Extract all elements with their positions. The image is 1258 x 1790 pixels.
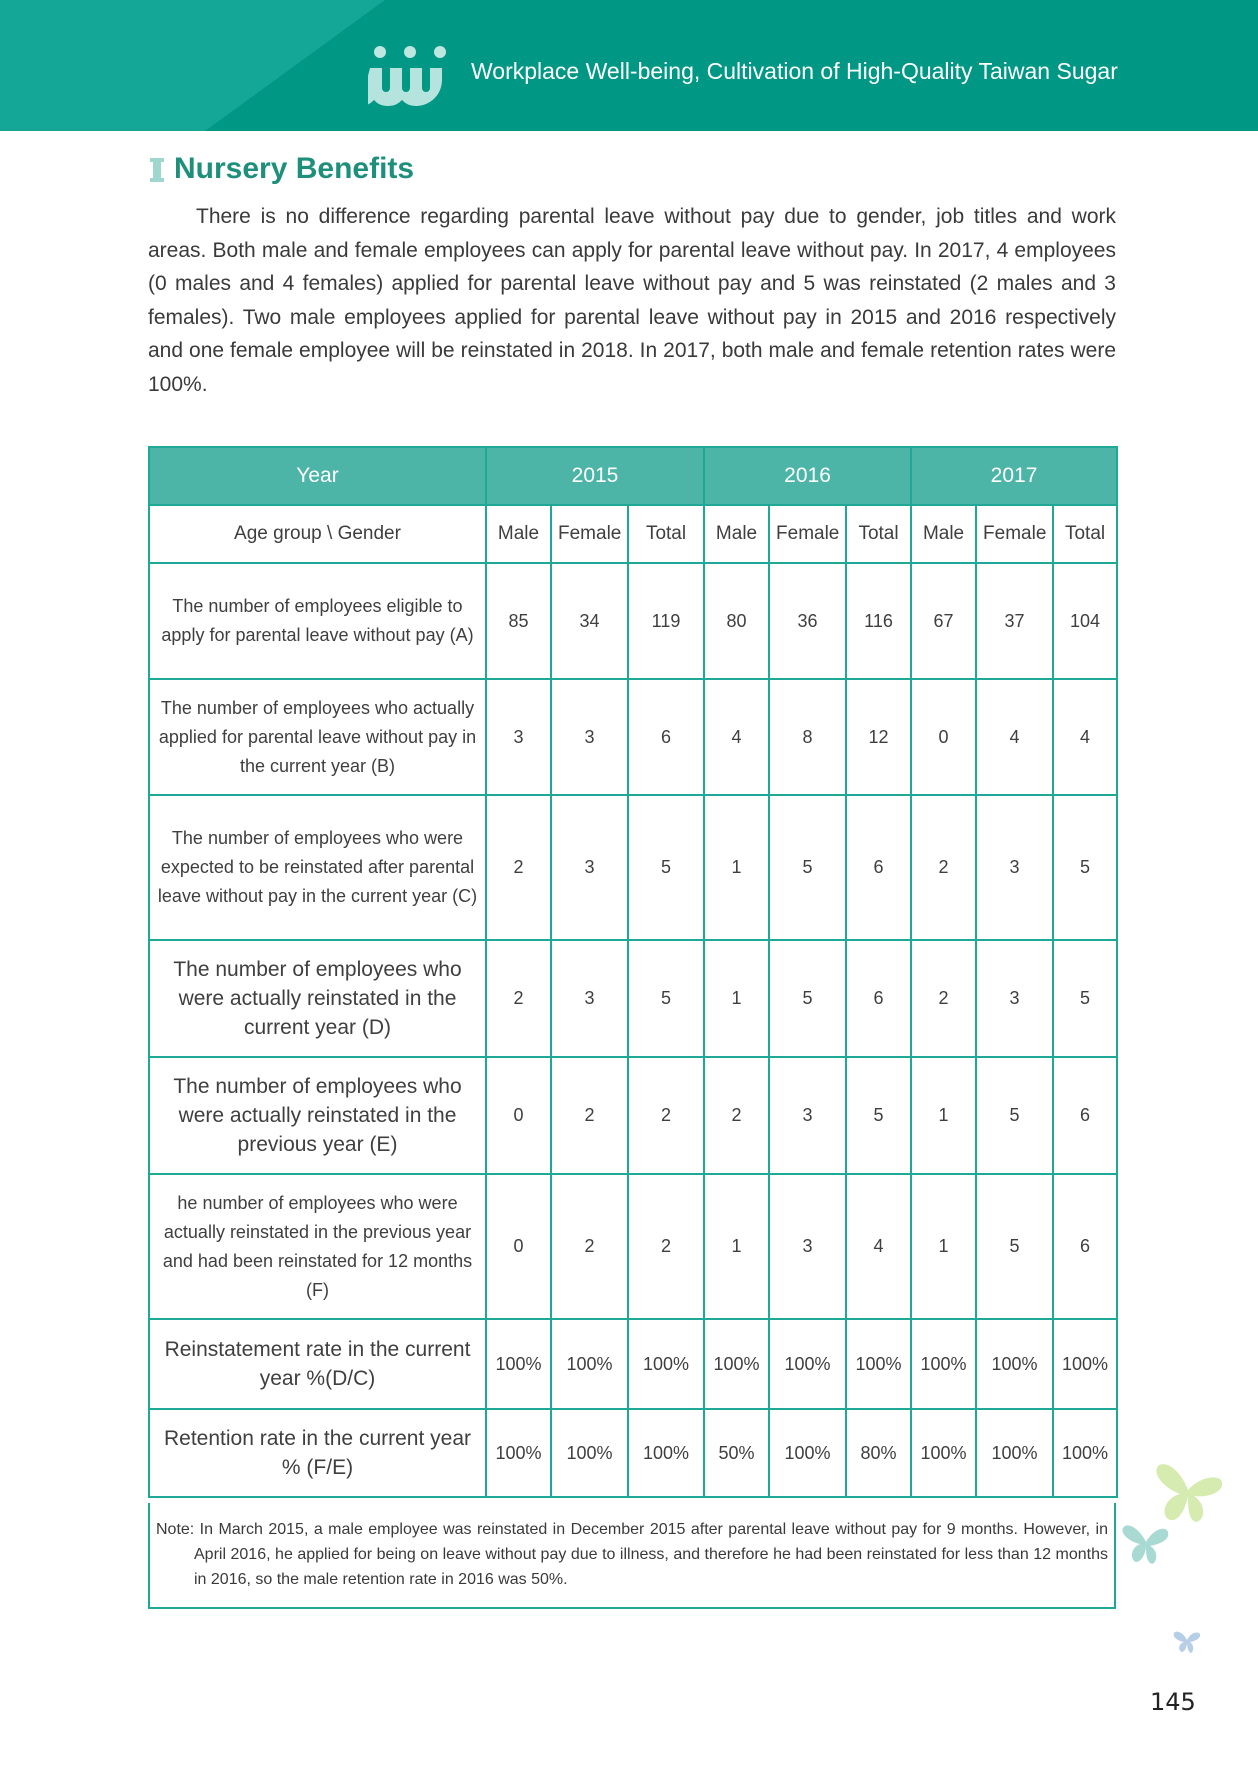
row-label: The number of employees who actually applied for parental leave without pay in the current year (B)	[149, 679, 486, 795]
gender-total: Total	[1053, 505, 1117, 563]
table-cell: 4	[1053, 679, 1117, 795]
table-cell: 6	[846, 940, 911, 1057]
table-cell: 3	[769, 1174, 846, 1319]
table-cell: 1	[911, 1174, 976, 1319]
table-cell: 80	[704, 563, 769, 679]
table-cell: 1	[911, 1057, 976, 1174]
table-cell: 0	[911, 679, 976, 795]
table-row	[149, 1409, 1117, 1497]
table-row	[149, 1057, 1117, 1174]
table-cell: 4	[976, 679, 1053, 795]
section-marker-icon	[150, 158, 164, 182]
table-cell: 100%	[551, 1409, 628, 1497]
table-cell: 1	[704, 795, 769, 940]
table-cell: 100%	[628, 1319, 704, 1409]
group-label: Age group \ Gender	[149, 505, 486, 563]
table-cell: 2	[551, 1057, 628, 1174]
table-cell: 100%	[976, 1319, 1053, 1409]
table-cell: 100%	[846, 1319, 911, 1409]
year-header: Year	[149, 447, 486, 505]
table-cell: 100%	[704, 1319, 769, 1409]
gender-male: Male	[704, 505, 769, 563]
table-cell: 0	[486, 1174, 551, 1319]
table-cell: 5	[628, 795, 704, 940]
table-cell: 3	[551, 795, 628, 940]
table-cell: 4	[846, 1174, 911, 1319]
table-cell: 85	[486, 563, 551, 679]
table-cell: 3	[769, 1057, 846, 1174]
table-cell: 6	[628, 679, 704, 795]
table-cell: 5	[1053, 940, 1117, 1057]
row-label: he number of employees who were actually reinstated in the previous year and had been reinstated for 12 months (F)	[149, 1174, 486, 1319]
butterfly-icon	[1120, 1520, 1172, 1568]
page-number: 145	[1150, 1688, 1196, 1716]
table-cell: 37	[976, 563, 1053, 679]
table-cell: 116	[846, 563, 911, 679]
table-cell: 1	[704, 1174, 769, 1319]
table-cell: 2	[551, 1174, 628, 1319]
year-2016-header: 2016	[704, 447, 911, 505]
table-row	[149, 1174, 1117, 1319]
row-label: Reinstatement rate in the current year %(D/C)	[149, 1319, 486, 1409]
row-label: The number of employees who were actually reinstated in the previous year (E)	[149, 1057, 486, 1174]
table-row	[149, 940, 1117, 1057]
table-cell: 1	[704, 940, 769, 1057]
table-cell: 100%	[1053, 1409, 1117, 1497]
table-cell: 3	[551, 940, 628, 1057]
table-cell: 8	[769, 679, 846, 795]
table-cell: 100%	[769, 1409, 846, 1497]
table-cell: 3	[976, 940, 1053, 1057]
gender-male: Male	[911, 505, 976, 563]
table-cell: 5	[769, 940, 846, 1057]
row-label: Retention rate in the current year % (F/E)	[149, 1409, 486, 1497]
table-cell: 4	[704, 679, 769, 795]
table-note	[148, 1503, 1116, 1609]
table-cell: 6	[1053, 1057, 1117, 1174]
table-cell: 0	[486, 1057, 551, 1174]
note-text: Note: In March 2015, a male employee was reinstated in December 2015 after parental leave without pay for 9 months. However, in April 2016, he applied for being on leave without pay due to illness, and therefore he had been reinstated for less than 12 months in 2016, so the male retention rate in 2016 was 50%.	[156, 1521, 1108, 1588]
table-cell: 6	[1053, 1174, 1117, 1319]
page-header	[0, 0, 1258, 131]
table-cell: 2	[911, 940, 976, 1057]
butterfly-icon	[1172, 1628, 1202, 1656]
header-title: Workplace Well-being, Cultivation of High-Quality Taiwan Sugar	[471, 58, 1118, 84]
table-cell: 100%	[551, 1319, 628, 1409]
table-cell: 100%	[486, 1409, 551, 1497]
table-cell: 3	[976, 795, 1053, 940]
table-cell: 5	[628, 940, 704, 1057]
table-cell: 2	[704, 1057, 769, 1174]
table-row	[149, 679, 1117, 795]
table-cell: 2	[628, 1174, 704, 1319]
gender-female: Female	[551, 505, 628, 563]
table-cell: 5	[846, 1057, 911, 1174]
table-cell: 2	[486, 940, 551, 1057]
table-row	[149, 563, 1117, 679]
year-2015-header: 2015	[486, 447, 704, 505]
butterfly-icon	[1150, 1460, 1226, 1528]
table-cell: 3	[486, 679, 551, 795]
gender-female: Female	[769, 505, 846, 563]
row-label: The number of employees who were actually reinstated in the current year (D)	[149, 940, 486, 1057]
table-cell: 34	[551, 563, 628, 679]
table-cell: 100%	[911, 1319, 976, 1409]
table-cell: 100%	[628, 1409, 704, 1497]
gender-total: Total	[628, 505, 704, 563]
table-cell: 5	[769, 795, 846, 940]
table-cell: 12	[846, 679, 911, 795]
table-cell: 100%	[976, 1409, 1053, 1497]
table-cell: 104	[1053, 563, 1117, 679]
table-cell: 5	[976, 1174, 1053, 1319]
intro-paragraph: There is no difference regarding parental leave without pay due to gender, job titles and work areas. Both male and female employees can apply for parental leave without pay. In 2017, 4 employees (0 males and 4 females) applied for parental leave without pay and 5 was reinstated (2 males and 3 females). Two male employees applied for parental leave without pay in 2015 and 2016 respectively and one female employee will be reinstated in 2018. In 2017, both male and female retention rates were 100%.	[148, 205, 1116, 396]
table-cell: 67	[911, 563, 976, 679]
table-body	[149, 563, 1117, 1497]
table-cell: 3	[551, 679, 628, 795]
table-cell: 6	[846, 795, 911, 940]
table-cell: 2	[486, 795, 551, 940]
table-cell: 50%	[704, 1409, 769, 1497]
table-cell: 80%	[846, 1409, 911, 1497]
gender-total: Total	[846, 505, 911, 563]
table-cell: 5	[976, 1057, 1053, 1174]
table-cell: 100%	[1053, 1319, 1117, 1409]
year-2017-header: 2017	[911, 447, 1117, 505]
table-cell: 2	[911, 795, 976, 940]
people-logo-icon	[368, 46, 453, 110]
table-cell: 100%	[486, 1319, 551, 1409]
section-title: Nursery Benefits	[174, 152, 415, 185]
row-label: The number of employees eligible to apply for parental leave without pay (A)	[149, 563, 486, 679]
gender-female: Female	[976, 505, 1053, 563]
parental-leave-table	[148, 446, 1118, 1498]
gender-male: Male	[486, 505, 551, 563]
table-cell: 36	[769, 563, 846, 679]
table-cell: 5	[1053, 795, 1117, 940]
table-cell: 119	[628, 563, 704, 679]
table-row	[149, 795, 1117, 940]
table-cell: 2	[628, 1057, 704, 1174]
table-cell: 100%	[769, 1319, 846, 1409]
row-label: The number of employees who were expected to be reinstated after parental leave without pay in the current year (C)	[149, 795, 486, 940]
table-cell: 100%	[911, 1409, 976, 1497]
table-row	[149, 1319, 1117, 1409]
